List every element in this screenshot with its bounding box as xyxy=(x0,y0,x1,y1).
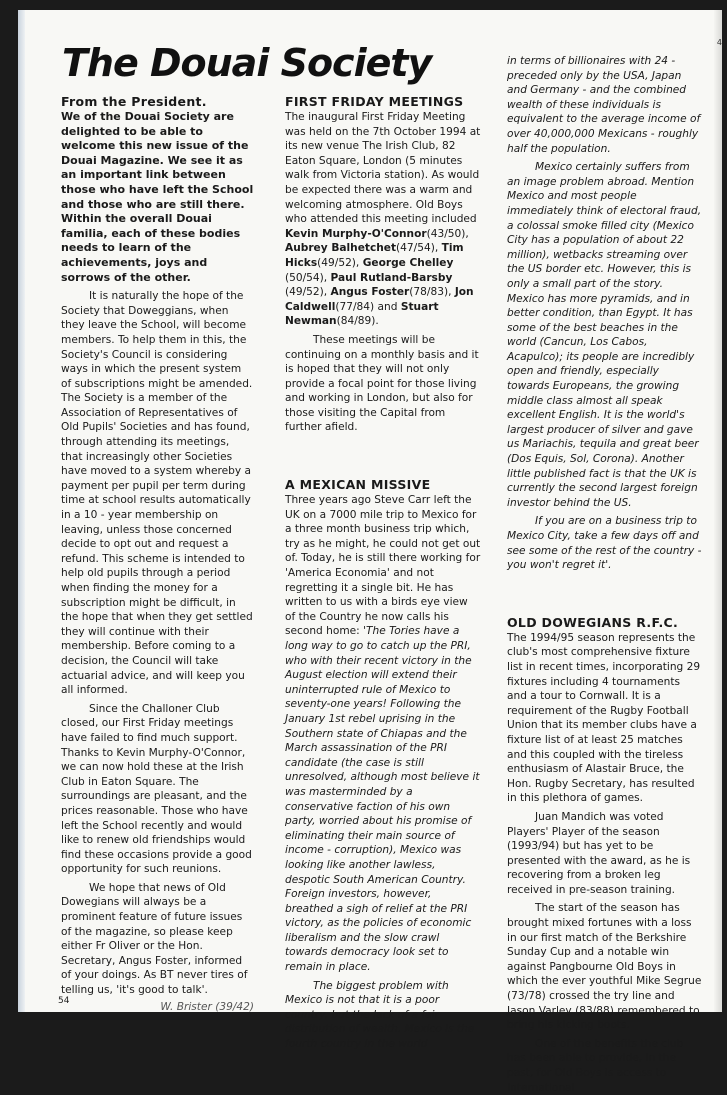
rfc-paragraph-4: One of the benefits the club has been able to provide, in the past, for Old Boys is access to International xyxy=(507,1037,684,1094)
attendee-years: (78/83), xyxy=(409,286,452,299)
page-number: 54 xyxy=(58,996,70,1006)
mexico-continuation: in terms of billionaires with 24 - preceded only by the USA, Japan and Germany - and the combined wealth of these individuals is equivalent to the average income of over 40,000,000 Mexicans - roughly half the population. xyxy=(507,55,701,155)
attendee-name: Jon Caldwell xyxy=(285,286,474,313)
mexico-intro: Three years ago Steve Carr left the UK on a 7000 mile trip to Mexico for a three month business trip which, try as he might, he could not get out of. Today, he is still there working for 'America Economia' and not regretting it a single bit. He has written to us with a birds eye view of the Country he now calls his second home: xyxy=(285,494,481,638)
first-friday-heading: FIRST FRIDAY MEETINGS xyxy=(285,94,464,109)
page-spine xyxy=(18,10,25,1012)
attendee-years: (50/54), xyxy=(285,271,328,284)
attendee-name: Paul Rutland-Barsby xyxy=(330,271,453,284)
mexican-missive-heading: A MEXICAN MISSIVE xyxy=(285,477,431,493)
attendee-years: (43/50), xyxy=(426,227,469,240)
rfc-paragraph-2: Juan Mandich was voted Players' Player of the season (1993/94) but has yet to be presented with the award, as he is recovering from a broken leg received in pre-season training. xyxy=(507,810,691,896)
attendee-name: Tim Hicks xyxy=(285,242,464,269)
section-spacer xyxy=(285,435,481,477)
president-heading: From the President. xyxy=(61,94,207,109)
first-friday-intro: The inaugural First Friday Meeting was held on the 7th October 1994 at its new venue The Irish Club, 82 Eaton Square, London (5 minutes walk from Victoria station). As would be expected there was a warm and welcoming atmosphere. Old Boys who attended this meeting included xyxy=(285,111,481,226)
edge-number: 4 xyxy=(716,38,722,47)
column-president xyxy=(61,94,254,1014)
mexico-quote: 'The Tories have a long way to go to catch up the PRI, who with their recent victory in the August election will extend their uninterrupted rule of Mexico to seventy-one years! Following the January 1st rebel uprising in the Southern state of Chiapas and the March assassination of the PRI candidate (the case is still unresolved, although most believe it was masterminded by a conservative faction of his own party, worried about his promise of eliminating their main source of income - corruption), Mexico was looking like another lawless, despotic South American Country. Foreign investors, however, breathed a sigh of relief at the PRI victory, as the policies of economic liberalism and the slow crawl towards democracy look set to remain in place. xyxy=(285,625,480,974)
attendee-years: (77/84) and xyxy=(335,300,398,313)
first-friday-paragraph-1 xyxy=(285,110,481,329)
president-paragraph-2: Since the Challoner Club closed, our First Friday meetings have failed to find much support. Thanks to Kevin Murphy-O'Connor, we can now hold these at the Irish Club in Eaton Square. The surroundings are pleasant, and the prices reasonable. Those who have left the School recently and would like to renew old friendships would find these occasions provide a good opportunity for such reunions. xyxy=(61,702,252,876)
attendee-name: Aubrey Balhetchet xyxy=(285,242,397,255)
attendee-name: Kevin Murphy-O'Connor xyxy=(285,227,427,240)
attendee-name: George Chelley xyxy=(362,256,454,269)
attendee-name: Stuart Newman xyxy=(285,300,439,328)
mexico-paragraph-1 xyxy=(285,493,481,975)
attendee-years: (49/52), xyxy=(285,286,328,299)
president-lede: We of the Douai Society are delighted to be able to welcome this new issue of the Douai Magazine. We see it as an important link between those who have left the School and those who are still there. Within the overall Douai familia, each of these bodies needs to learn of the achievements, joys and sorrows of the other. xyxy=(61,110,254,284)
president-paragraph-3: We hope that news of Old Dowegians will always be a prominent feature of future issues of the magazine, so please keep either Fr Oliver or the Hon. Secretary, Angus Foster, informed of your doings. As BT never tires of telling us, 'it's good to talk'. xyxy=(61,881,248,997)
mexico-paragraph-3: Mexico certainly suffers from an image problem abroad. Mention Mexico and most people immediately think of electoral fraud, a colossal smoke filled city (Mexico City has a population of about 22 million), wetbacks streaming over the US border etc. However, this is only a small part of the story. Mexico has more pyramids, and in better condition, than Egypt. It has some of the best beaches in the world (Cancun, Los Cabos, Acapulco); its people are incredibly open and friendly, especially towards Europeans, the growing middle class almost all speak excellent English. It is the world's largest producer of silver and gave us Mariachis, tequila and great beer (Dos Equis, Sol, Corona). Another little published fact is that the UK is currently the second largest foreign investor behind the US. xyxy=(507,161,702,509)
attendee-name: Angus Foster xyxy=(330,286,410,299)
column-meetings-mexico xyxy=(285,94,481,1052)
section-spacer xyxy=(507,573,703,615)
column-mexico-rfc xyxy=(507,54,703,1095)
attendee-years: (47/54), xyxy=(396,242,439,255)
page-edge xyxy=(714,10,722,1012)
rfc-heading: OLD DOWEGIANS R.F.C. xyxy=(507,614,679,630)
president-signature: W. Brister (39/42) xyxy=(160,1000,254,1013)
president-paragraph-1: It is naturally the hope of the Society that Doweggians, when they leave the School, will become members. To help them in this, the Society's Council is considering ways in which the present system of subscriptions might be amended. The Society is a member of the Association of Representatives of Old Pupils' Societies and has found, through attending its meetings, that increasingly other Societies have moved to a system whereby a payment per pupil per term during time at school results automatically in a 10 - year membership on leaving, unless those concerned decide to opt out and request a refund. This scheme is intended to help old pupils through a period when finding the money for a subscription might be difficult, in the hope that when they get settled they will continue with their membership. Before coming to a decision, the Council will take actuarial advice, and will keep you all informed. xyxy=(61,290,253,697)
rfc-paragraph-3: The start of the season has brought mixed fortunes with a loss in our first match of the Berkshire Sunday Cup and a notable win against Pangbourne Old Boys in which the ever youthful Mike Segrue (73/78) crossed the try line and Jason Varley (83/88) remembered to bring his kicking boots. xyxy=(507,902,702,1032)
mexico-paragraph-4: If you are on a business trip to Mexico City, take a few days off and see some of the rest of the country - you won't regret it'. xyxy=(507,515,702,572)
page-title: The Douai Society xyxy=(62,41,432,85)
rfc-paragraph-1: The 1994/95 season represents the club's most comprehensive fixture list in recent times, incorporating 29 fixtures including 4 tournaments and a tour to Cornwall. It is a requirement of the Rugby Football Union that its member clubs have a fixture list of at least 25 matches and this coupled with the tireless enthusiasm of Alastair Bruce, the Hon. Rugby Secretary, has resulted in this plethora of games. xyxy=(507,631,701,805)
first-friday-paragraph-2: These meetings will be continuing on a monthly basis and it is hoped that they will not only provide a focal point for those living and working in London, but also for those visiting the Capital from further afield. xyxy=(285,333,479,434)
magazine-page xyxy=(18,10,722,1094)
mexico-paragraph-2: The biggest problem with Mexico is not that it is a poor country, but the lack of a fair distribution of wealth. Mexico is the fourth country in the world xyxy=(285,979,475,1051)
attendee-years: (49/52), xyxy=(317,256,360,269)
attendee-years: (84/89). xyxy=(336,315,379,328)
